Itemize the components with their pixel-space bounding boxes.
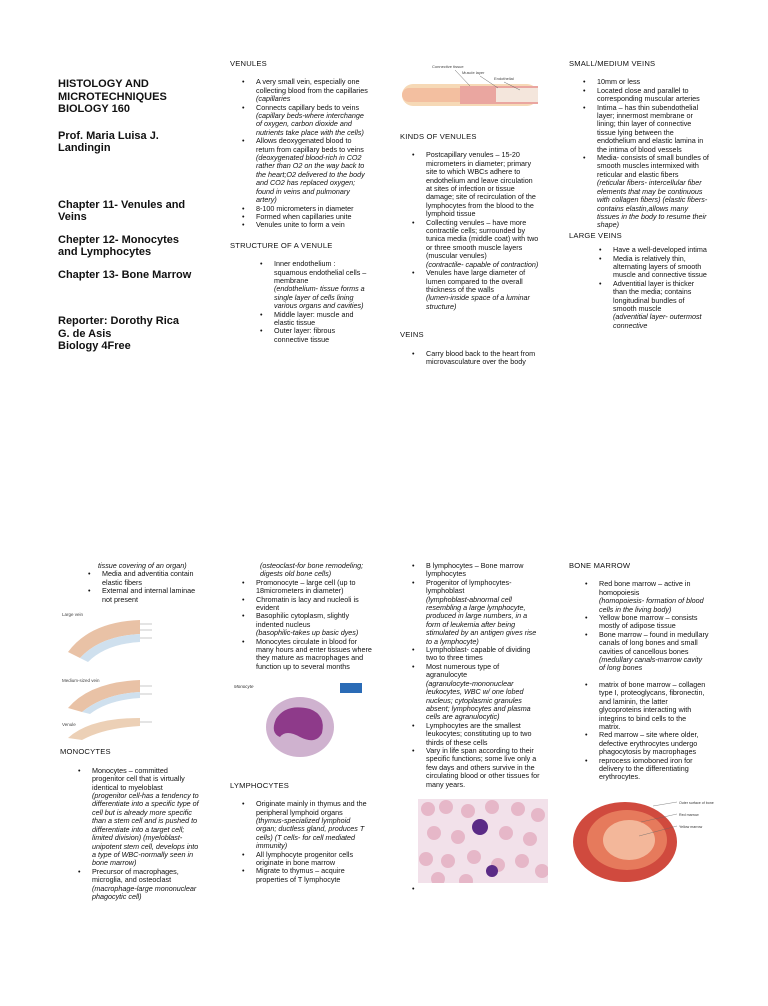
chapter-11: Chapter 11- Venules and Veins: [58, 198, 186, 223]
list-item: • Vary in life span according to their specific functions; some live only a few days and others survive in the circulating blood or other tissues for many years.: [426, 747, 540, 789]
list-item: • Monocytes circulate in blood for many hours and enter tissues where they mature as macrophages and function up to several months: [256, 638, 372, 672]
list-item: • A very small vein, especially one collecting blood from the capillaries (capillaries: [256, 78, 370, 103]
chapter-12: Chepter 12- Monocytes and Lymphocytes: [58, 233, 180, 258]
chapter-13: Chapter 13- Bone Marrow: [58, 268, 192, 281]
list-item: • Venules have large diameter of lumen compared to the overall thickness of the walls (lumen-inside space of a luminar structure): [426, 269, 540, 311]
list-item: • Most numerous type of agranulocyte (agranulocyte-mononuclear leukocytes, WBC w/ one lobed nucleus; cytoplasmic granules absent; lymphocytes and plasma cells are agranulocytic): [426, 663, 540, 722]
list-item: • matrix of bone marrow – collagen type I, proteoglycans, fibronectin, and laminin, the latter glycoproteins interacting with integrins to bind cells to the matrix.: [599, 681, 709, 731]
list-item: • Precursor of macrophages, microglia, and osteoclast (macrophage-large mononuclear phagocytic cell): [92, 868, 200, 902]
list-item: • Formed when capillaries unite: [256, 213, 370, 221]
venules-heading: VENULES: [230, 59, 267, 68]
list-item: • B lymphocytes – Bone marrow lymphocytes: [426, 562, 540, 579]
list-item: • All lymphocyte progenitor cells originate in bone marrow: [256, 851, 372, 868]
structure-heading: STRUCTURE OF A VENULE: [230, 240, 333, 250]
list-item: • Lymphocytes are the smallest leukocytes; constituting up to two thirds of these cells: [426, 722, 540, 747]
list-item: • Adventitial layer is thicker than the media; contains longitudinal bundles of smooth muscle (adventitial layer- outermost connective: [613, 280, 709, 330]
list-item: • Bone marrow – found in medullary canals of long bones and small cavities of cancellous bones (medullary canals-marrow cavity of long bones: [599, 631, 709, 673]
list-item: • Red bone marrow – active in homopoiesis (homopoiesis- formation of blood cells in the living body): [599, 580, 709, 614]
page2-column-1: tissue covering of an organ) • Media and adventitia contain elastic fibers • External and internal laminae not present Large vein Medium-sized vein Venule MONOCYTES • Monocytes – committed progenitor cell that is virtually identical to myeloblast (progenitor cell-has a tendency to differentiate into a specific type of cell but is already more specific than a stem cell and is pushed to differentiate into a target cell; limited division) (myeloblast-unipotent stem cell, develops into a type of WBC-normally seen in bone marrow) • Precursor of macrophages, microglia, and osteoclast (macrophage-large mononuclear phagocytic cell): [60, 562, 200, 901]
kinds-heading: KINDS OF VENULES: [400, 132, 477, 141]
svg-text:Endothelial: Endothelial: [494, 76, 514, 81]
list-item: • Carry blood back to the heart from microvasculature over the body: [426, 350, 540, 367]
list-item: • Basophilic cytoplasm, slightly indented nucleus (basophilic-takes up basic dyes): [256, 612, 372, 637]
list-item: • Venules unite to form a vein: [256, 221, 370, 229]
vessel-layers-figure: [60, 608, 210, 740]
professor-name: Prof. Maria Luisa J. Landingin: [58, 129, 159, 154]
svg-text:Monocyte: Monocyte: [234, 684, 254, 690]
page2-column-4: [569, 561, 714, 886]
page2-column-3: [400, 562, 540, 885]
small-veins-section: [569, 60, 709, 330]
list-item: • Migrate to thymus – acquire properties of T lymphocyte: [256, 867, 372, 884]
list-item: • Yellow bone marrow – consists mostly of adipose tissue: [599, 614, 709, 631]
list-item: • Media is relatively thin, alternating layers of smooth muscle and connective tissue: [613, 255, 709, 280]
svg-text:Outer surface of bone: Outer surface of bone: [679, 800, 714, 805]
list-item: • Intima – has thin subendothelial layer; innermost membrane or lining; thin layer of connective tissue lying between the endothelium and elastic lamina in the intima of blood vessels: [597, 104, 709, 154]
svg-text:Large vein: Large vein: [62, 612, 84, 618]
list-item: • Connects capillary beds to veins (capillary beds-where interchange of oxygen, carbon dioxide and nutrients take place with the cells): [256, 104, 370, 138]
list-item: • Monocytes – committed progenitor cell that is virtually identical to myeloblast (progenitor cell-has a tendency to differentiate into a specific type of cell but is already more specific than a stem cell and is pushed to differentiate into a target cell; limited division) (myeloblast-unipotent stem cell, develops into a type of WBC-normally seen in bone marrow): [92, 767, 200, 868]
course-header: [58, 78, 208, 353]
list-item: • Originate mainly in thymus and the peripheral lymphoid organs (thymus-specialized lymphoid organ; ductless gland, produces T cells) (T cells- for cell mediated immunity): [256, 800, 372, 850]
veins-heading: VEINS: [400, 330, 424, 340]
list-item: • Postcapillary venules – 15-20 micrometers in diameter; primary site to which WBCs adhere to endothelium and leave circulation at sites of infection or tissue damage; site of recirculation of the lymphocytes from the blood to the lymphoid tissue: [426, 151, 540, 218]
svg-text:Venule: Venule: [62, 722, 76, 728]
list-item: • 10mm or less: [597, 78, 709, 86]
bone-marrow-figure: [569, 796, 719, 884]
list-item: • 8-100 micrometers in diameter: [256, 205, 370, 213]
list-item: • Media and adventitia contain elastic fibers: [102, 570, 200, 587]
monocytes-heading: MONOCYTES: [60, 747, 111, 757]
small-veins-heading: SMALL/MEDIUM VEINS: [569, 59, 656, 68]
list-item: • Outer layer: fibrous connective tissue: [274, 327, 370, 344]
list-item: • Promonocyte – large cell (up to 18micrometers in diameter): [256, 579, 372, 596]
lymphocyte-smear-figure: [418, 799, 548, 883]
course-title: HISTOLOGY AND MICROTECHNIQUES BIOLOGY 160: [58, 78, 167, 115]
monocyte-figure: [230, 679, 370, 769]
bone-marrow-heading: BONE MARROW: [569, 561, 631, 570]
list-item: • Chromatin is lacy and nucleoli is evident: [256, 596, 372, 613]
list-item: • External and internal laminae not present: [102, 587, 200, 604]
page2-column-2: (osteoclast-for bone remodeling; digests old bone cells) • Promonocyte – large cell (up to 18micrometers in diameter) • Chromatin is lacy and nucleoli is evident • Basophilic cytoplasm, slightly indented nucleus (basophilic-takes up basic dyes) • Monocytes circulate in blood for many hours and enter tissues where they mature as macrophages and function up to several months Monocyte LYMPHOCYTES • Originate mainly in thymus and the peripheral lymphoid organs (thymus-specialized lymphoid organ; ductless gland, produces T cells) (T cells- for cell mediated immunity) • All lymphocyte progenitor cells originate in bone marrow • Migrate to thymus – acquire properties of T lymphocyte: [230, 562, 372, 884]
large-veins-heading: LARGE VEINS: [569, 230, 622, 240]
svg-text:Muscle layer: Muscle layer: [462, 70, 485, 75]
venules-section: [230, 60, 370, 344]
list-item: • Have a well-developed intima: [613, 246, 709, 254]
svg-text:Yellow marrow: Yellow marrow: [679, 824, 703, 829]
reporter-info: Reporter: Dorothy Rica G. de Asis Biology 4Free: [58, 315, 180, 352]
svg-text:Red marrow: Red marrow: [679, 812, 699, 817]
list-item: • Red marrow – site where older, defective erythrocytes undergo phagocytosis by macrophages: [599, 731, 709, 756]
list-item: • Inner endothelium : squamous endothelial cells – membrane (endothelium- tissue forms a single layer of cells lining various organs and cavities): [274, 260, 370, 310]
vein-structure-figure: [400, 56, 540, 120]
list-item: • Lymphoblast- capable of dividing two to three times: [426, 646, 540, 663]
svg-text:Medium-sized vein: Medium-sized vein: [62, 678, 100, 684]
list-item: • Collecting venules – have more contractile cells; surrounded by tunica media (middle coat) with two or three smooth muscle layers (muscular venules) (contractile- capable of contraction): [426, 219, 540, 269]
list-item: • Progenitor of lymphocytes- lymphoblast (lymphoblast-abnormal cell resembling a large lymphocyte, produced in large numbers, in a form of leukemia after being stimulated by an antigen gives rise to a lymphocyte): [426, 579, 540, 646]
list-item: • Located close and parallel to corresponding muscular arteries: [597, 87, 709, 104]
list-item: • reprocess iomoboned iron for delivery to the differentiating erythrocytes.: [599, 757, 709, 782]
list-item: • Allows deoxygenated blood to return from capillary beds to veins (deoxygenated blood-rich in CO2 rather than O2 on the way back to the heart;O2 delivered to the body and CO2 has replaced oxygen; found in veins and pulmonary artery): [256, 137, 370, 204]
list-item: • Middle layer: muscle and elastic tissue: [274, 311, 370, 328]
kinds-section: [400, 133, 540, 366]
lymphocytes-heading: LYMPHOCYTES: [230, 780, 290, 790]
list-item: • Media- consists of small bundles of smooth muscles intermixed with reticular and elastic fibers (reticular fibers- intercellular fiber elements that may be continuous with collagen fibers) (elastic fibers- contains elastin,allows many tissues in the body to resume their shape): [597, 154, 709, 230]
svg-text:Connective tissue: Connective tissue: [432, 64, 464, 69]
